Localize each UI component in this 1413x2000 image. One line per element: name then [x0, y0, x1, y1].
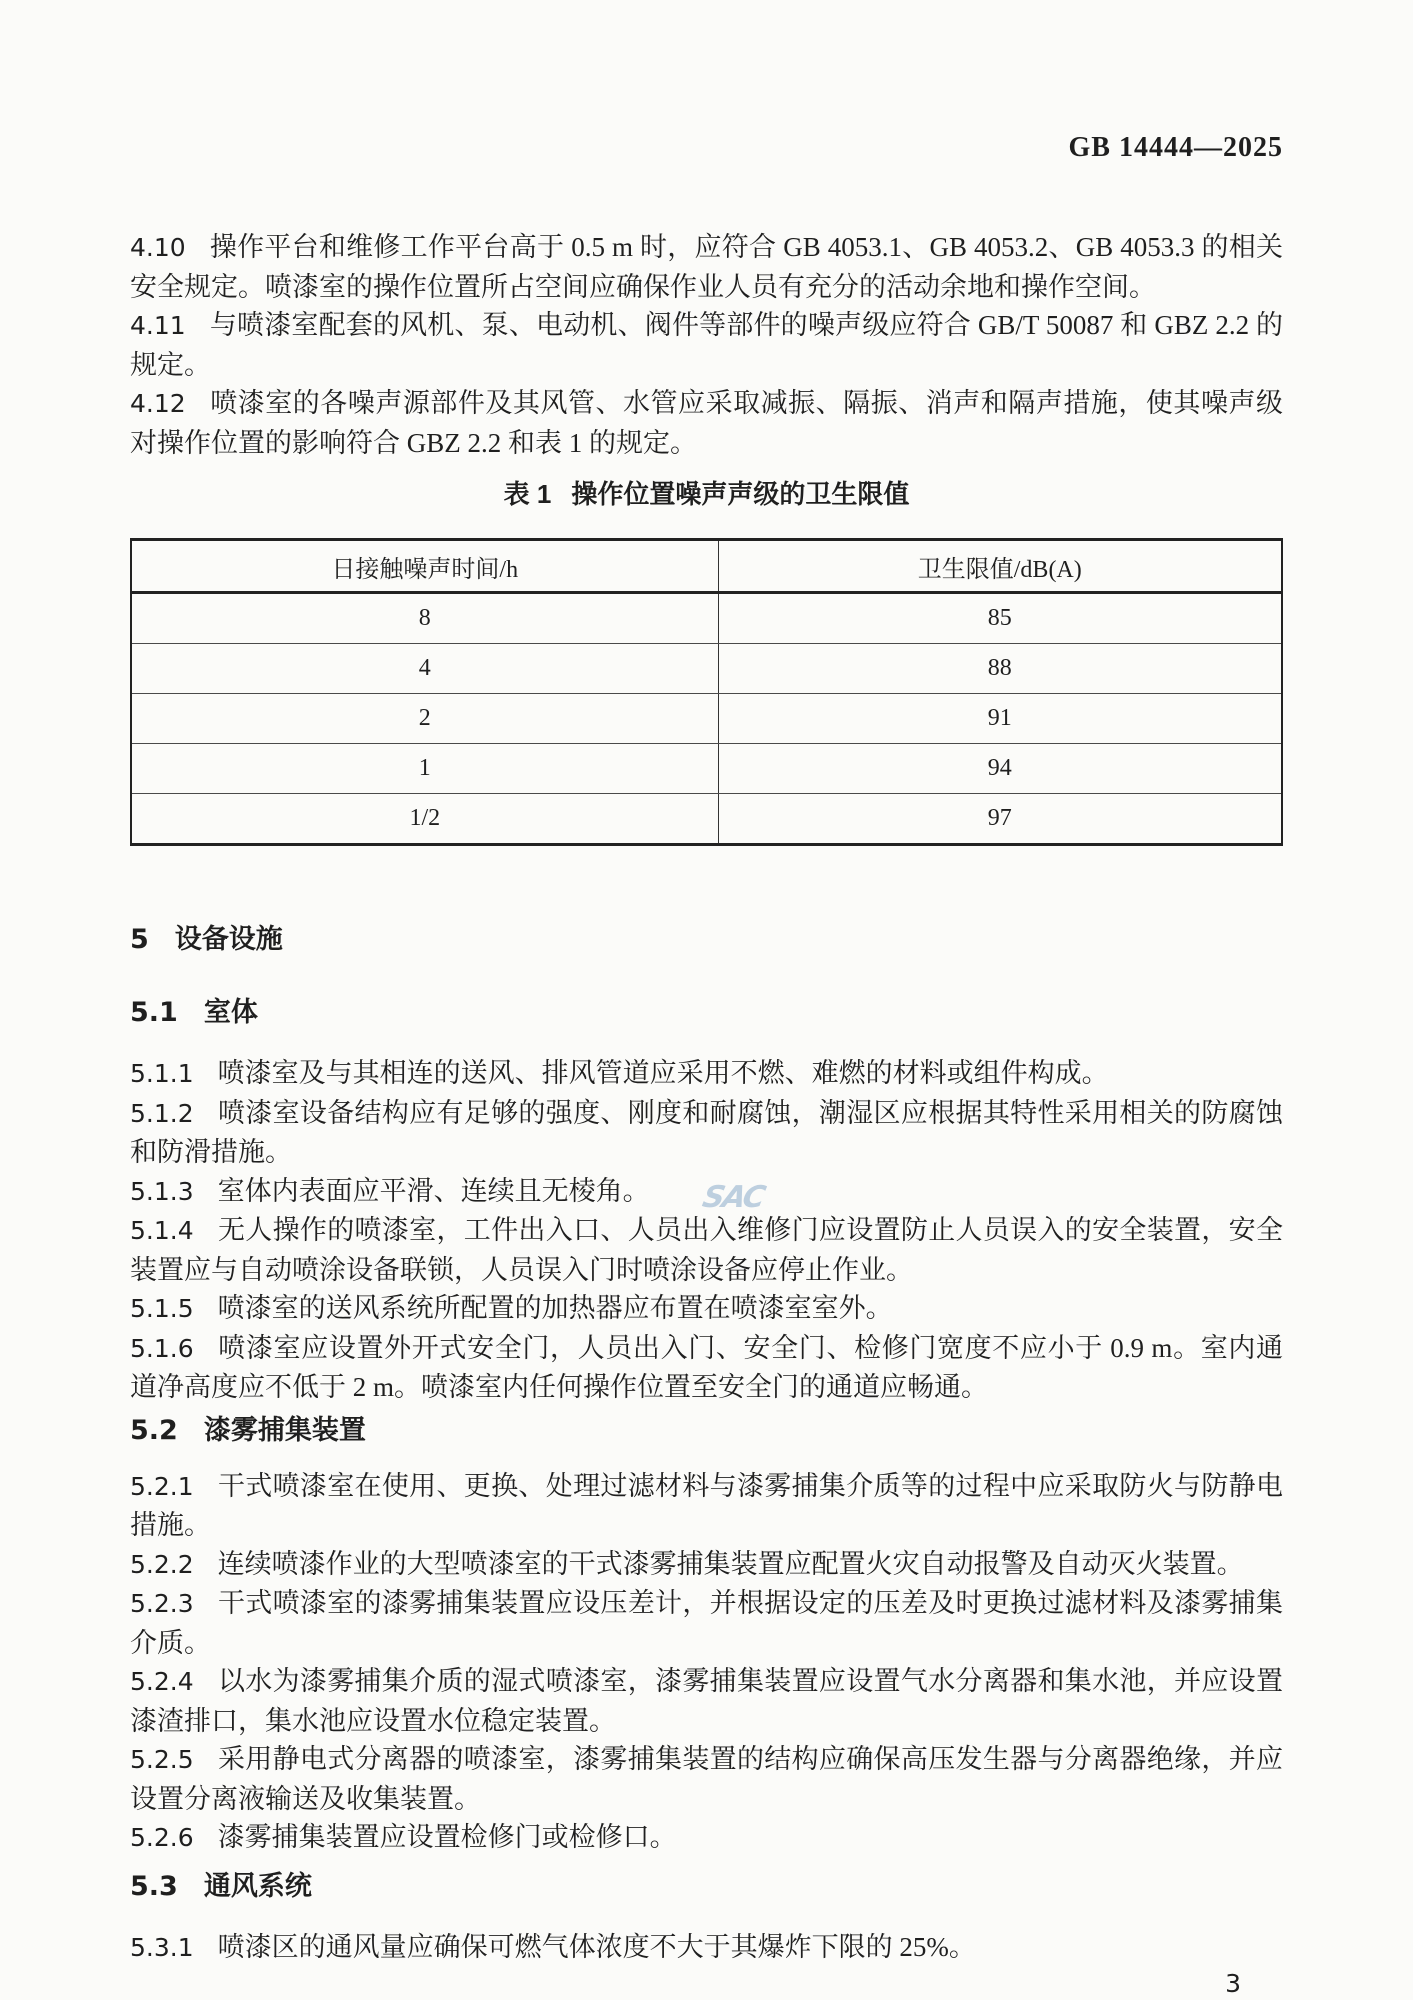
- clause-number: 4.12: [130, 389, 186, 418]
- clause-5-1-5: [130, 1289, 1283, 1329]
- clause-text: 干式喷漆室的漆雾捕集装置应设压差计，并根据设定的压差及时更换过滤材料及漆雾捕集介质。: [130, 1588, 1283, 1658]
- clause-4-10: [130, 228, 1283, 306]
- clauses-section-5-1: [130, 1054, 1283, 1407]
- clauses-section-5-3: [130, 1928, 1283, 1968]
- section-title: 设备设施: [174, 924, 283, 954]
- clause-5-1-6: [130, 1329, 1283, 1407]
- section-number: 5.3: [130, 1870, 178, 1902]
- section-title: 室体: [203, 997, 258, 1027]
- clause-number: 5.2.4: [130, 1667, 194, 1696]
- section-5-2-heading: [130, 1413, 1283, 1448]
- table-header-row: [131, 540, 1282, 593]
- clauses-section-4: [130, 228, 1283, 462]
- table-row: [131, 593, 1282, 644]
- clause-number: 4.10: [130, 233, 186, 262]
- section-title: 漆雾捕集装置: [203, 1414, 366, 1445]
- limit-cell: 97: [987, 805, 1012, 831]
- clause-5-2-4: [130, 1662, 1283, 1740]
- clause-5-1-2: [130, 1094, 1283, 1172]
- clause-text: 喷漆室应设置外开式安全门，人员出入门、安全门、检修门宽度不应小于 0.9 m。室内通道净高度应不低于 2 m。喷漆室内任何操作位置至安全门的通道应畅通。: [130, 1332, 1283, 1402]
- clause-number: 5.1.2: [130, 1098, 194, 1128]
- section-5-3-heading: [130, 1869, 1283, 1904]
- clause-number: 5.1.3: [130, 1176, 194, 1206]
- clause-text: 操作平台和维修工作平台高于 0.5 m 时，应符合 GB 4053.1、GB 4053.2、GB 4053.3 的相关安全规定。喷漆室的操作位置所占空间应确保作业人员有充分的活动余地和操作空间。: [130, 232, 1283, 302]
- table1-header-limit: 卫生限值/dB(A): [718, 540, 1282, 593]
- clause-number: 5.2.2: [130, 1549, 194, 1579]
- table1-caption-title: 操作位置噪声声级的卫生限值: [571, 479, 910, 509]
- table1-header-exposure-time: 日接触噪声时间/h: [131, 540, 718, 593]
- limit-cell: 88: [718, 644, 1282, 694]
- noise-limit-table: [130, 538, 1283, 846]
- exposure-time-cell: 4: [131, 644, 718, 694]
- table-row: [131, 794, 1282, 845]
- clause-5-1-3: [130, 1172, 1283, 1215]
- table1-caption-label: 表 1: [503, 479, 552, 509]
- clause-number: 5.2.5: [130, 1745, 194, 1774]
- table1-caption: [130, 478, 1283, 510]
- exposure-time-cell: 1/2: [131, 794, 718, 845]
- clause-number: 5.1.1: [130, 1059, 194, 1088]
- limit-cell: 91: [718, 694, 1282, 744]
- limit-cell: 85: [718, 593, 1282, 644]
- limit-cell: 94: [718, 744, 1282, 794]
- clause-4-11: [130, 306, 1283, 384]
- table-row: [131, 644, 1282, 694]
- table-row: [131, 744, 1282, 794]
- clause-number: 5.2.3: [130, 1589, 194, 1618]
- exposure-time-cell: 2: [131, 694, 718, 744]
- clause-text: 与喷漆室配套的风机、泵、电动机、阀件等部件的噪声级应符合 GB/T 50087 和 GBZ 2.2 的规定。: [130, 310, 1283, 380]
- exposure-time-cell: 1: [131, 744, 718, 794]
- clause-text: 喷漆室设备结构应有足够的强度、刚度和耐腐蚀，潮湿区应根据其特性采用相关的防腐蚀和防滑措施。: [130, 1097, 1283, 1167]
- clauses-section-5-2: [130, 1467, 1283, 1858]
- clause-number: 5.2.1: [130, 1471, 194, 1501]
- clause-5-2-3: [130, 1584, 1283, 1662]
- clause-text: 漆雾捕集装置应设置检修门或检修口。: [217, 1822, 677, 1852]
- section-number: 5.1: [130, 997, 178, 1028]
- clause-5-1-1: [130, 1054, 1283, 1094]
- clause-text: 干式喷漆室在使用、更换、处理过滤材料与漆雾捕集介质等的过程中应采取防火与防静电措施。: [130, 1470, 1283, 1540]
- table-row: [131, 694, 1282, 744]
- clause-5-1-4: [130, 1211, 1283, 1289]
- section-5-heading: [130, 922, 1283, 957]
- clause-4-12: [130, 384, 1283, 462]
- clause-number: 5.1.4: [130, 1216, 194, 1245]
- clause-text: 以水为漆雾捕集介质的湿式喷漆室，漆雾捕集装置应设置气水分离器和集水池，并应设置漆渣排口，集水池应设置水位稳定装置。: [130, 1666, 1283, 1736]
- clause-text: 喷漆区的通风量应确保可燃气体浓度不大于其爆炸下限的 25%。: [217, 1931, 976, 1962]
- page-number: 3: [1225, 1969, 1241, 1998]
- clause-5-2-5: [130, 1740, 1283, 1818]
- clause-number: 5.1.5: [130, 1294, 194, 1323]
- clause-number: 5.1.6: [130, 1333, 194, 1363]
- sac-watermark: SAC: [699, 1180, 767, 1215]
- section-title: 通风系统: [203, 1870, 312, 1901]
- clause-number: 5.3.1: [130, 1932, 194, 1962]
- clause-5-2-1: [130, 1467, 1283, 1545]
- clause-number: 4.11: [130, 311, 186, 340]
- clause-5-2-6: [130, 1818, 1283, 1858]
- clause-5-2-2: [130, 1545, 1283, 1585]
- clause-text: 喷漆室的送风系统所配置的加热器应布置在喷漆室室外。: [217, 1293, 893, 1323]
- clause-5-3-1: [130, 1928, 1283, 1968]
- clause-text: 连续喷漆作业的大型喷漆室的干式漆雾捕集装置应配置火灾自动报警及自动灭火装置。: [217, 1548, 1244, 1579]
- section-number: 5: [130, 924, 149, 955]
- clause-text: 喷漆室的各噪声源部件及其风管、水管应采取减振、隔振、消声和隔声措施，使其噪声级对操作位置的影响符合 GBZ 2.2 和表 1 的规定。: [130, 388, 1283, 458]
- exposure-time-cell: 8: [131, 593, 718, 644]
- clause-text: 喷漆室及与其相连的送风、排风管道应采用不燃、难燃的材料或组件构成。: [217, 1058, 1109, 1088]
- section-number: 5.2: [130, 1414, 178, 1446]
- section-5-1-heading: [130, 995, 1283, 1030]
- clause-number: 5.2.6: [130, 1823, 194, 1852]
- clause-text: 采用静电式分离器的喷漆室，漆雾捕集装置的结构应确保高压发生器与分离器绝缘，并应设置分离液输送及收集装置。: [130, 1744, 1283, 1814]
- clause-text: 室体内表面应平滑、连续且无棱角。: [217, 1175, 650, 1206]
- clause-text: 无人操作的喷漆室，工件出入口、人员出入维修门应设置防止人员误入的安全装置，安全装置应与自动喷涂设备联锁，人员误入门时喷涂设备应停止作业。: [130, 1215, 1283, 1285]
- standard-number: GB 14444—2025: [1068, 132, 1283, 163]
